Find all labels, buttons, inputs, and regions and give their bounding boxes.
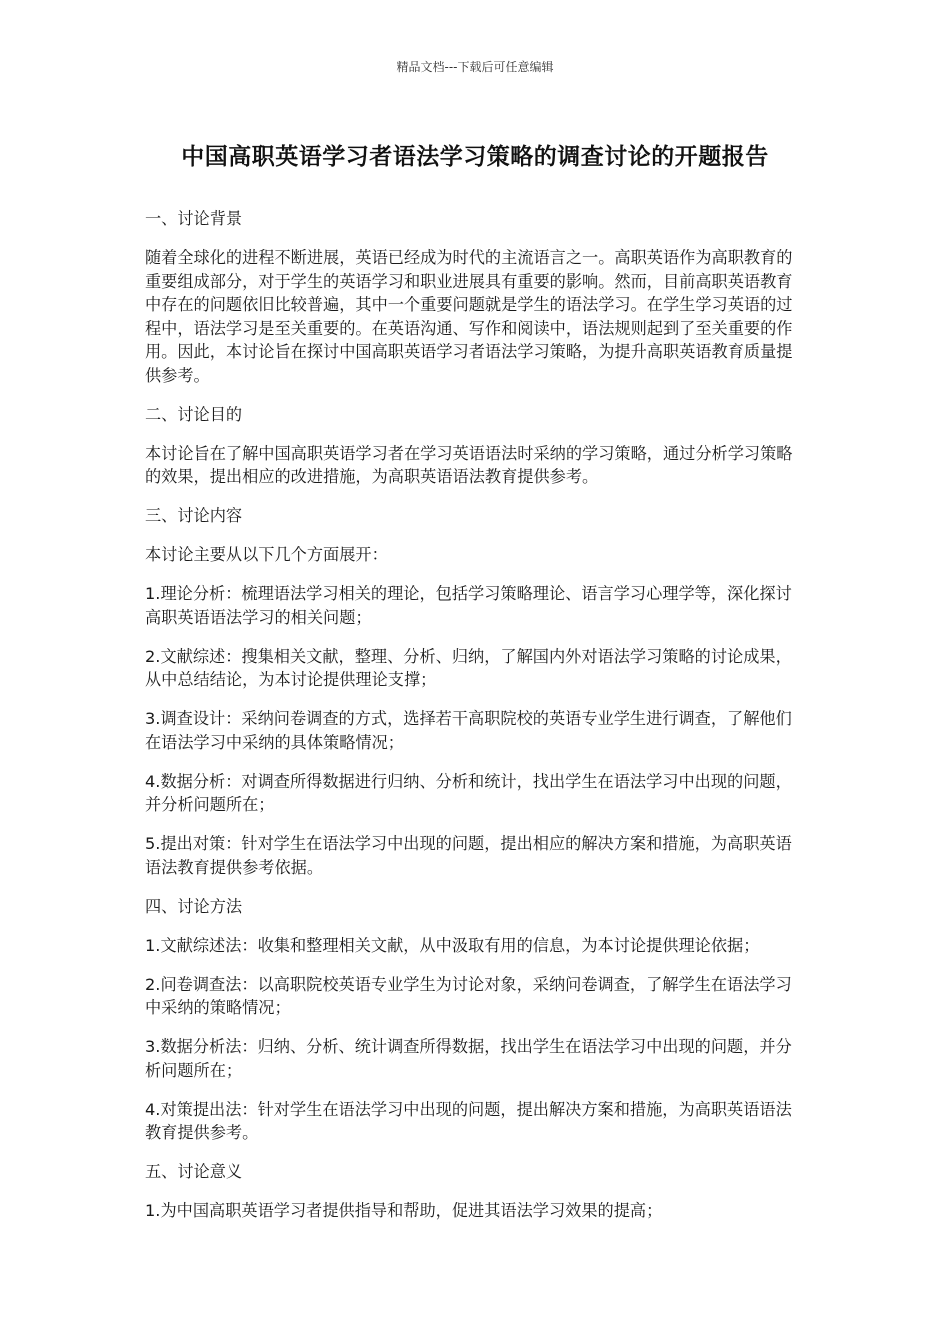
list-item-content-4: 4.数据分析：对调查所得数据进行归纳、分析和统计，找出学生在语法学习中出现的问题，并分析问题所在；	[145, 771, 792, 814]
document-body	[145, 207, 803, 1238]
paragraph-background: 随着全球化的进程不断进展，英语已经成为时代的主流语言之一。高职英语作为高职教育的重要组成部分，对于学生的英语学习和职业进展具有重要的影响。然而，目前高职英语教育中存在的问题依旧比较普遍，其中一个重要问题就是学生的语法学习。在学生学习英语的过程中，语法学习是至关重要的。在英语沟通、写作和阅读中，语法规则起到了至关重要的作用。因此，本讨论旨在探讨中国高职英语学习者语法学习策略，为提升高职英语教育质量提供参考。	[145, 248, 793, 385]
section-heading-content: 三、讨论内容	[145, 506, 243, 525]
section-heading-significance: 五、讨论意义	[145, 1162, 243, 1181]
section-heading-methods: 四、讨论方法	[145, 896, 243, 916]
list-item-method-4: 4.对策提出法：针对学生在语法学习中出现的问题，提出解决方案和措施，为高职英语语法教育提供参考。	[145, 1099, 792, 1142]
list-item-significance-1: 1.为中国高职英语学习者提供指导和帮助，促进其语法学习效果的提高；	[145, 1201, 663, 1220]
list-item-content-1: 1.理论分析：梳理语法学习相关的理论，包括学习策略理论、语言学习心理学等，深化探讨高职英语语法学习的相关问题；	[145, 584, 792, 627]
section-heading-background: 一、讨论背景	[145, 209, 243, 228]
document-title: 中国高职英语学习者语法学习策略的调查讨论的开题报告	[181, 144, 769, 170]
paragraph-purpose: 本讨论旨在了解中国高职英语学习者在学习英语语法时采纳的学习策略，通过分析学习策略的效果，提出相应的改进措施，为高职英语语法教育提供参考。	[145, 443, 793, 486]
list-item-method-3: 3.数据分析法：归纳、分析、统计调查所得数据，找出学生在语法学习中出现的问题，并分析问题所在；	[145, 1037, 792, 1080]
list-item-content-2: 2.文献综述：搜集相关文献，整理、分析、归纳，了解国内外对语法学习策略的讨论成果，从中总结结论，为本讨论提供理论支撑；	[145, 646, 792, 689]
list-item-content-5: 5.提出对策：针对学生在语法学习中出现的问题，提出相应的解决方案和措施，为高职英语语法教育提供参考依据。	[145, 834, 792, 877]
list-item-method-1: 1.文献综述法：收集和整理相关文献，从中汲取有用的信息，为本讨论提供理论依据；	[145, 935, 760, 955]
header-note: 精品文档---下载后可任意编辑	[396, 60, 554, 74]
list-item-method-2: 2.问卷调查法：以高职院校英语专业学生为讨论对象，采纳问卷调查，了解学生在语法学习中采纳的策略情况；	[145, 974, 792, 1017]
list-item-content-3: 3.调查设计：采纳问卷调查的方式，选择若干高职院校的英语专业学生进行调查，了解他们在语法学习中采纳的具体策略情况；	[145, 709, 792, 752]
paragraph-content-intro: 本讨论主要从以下几个方面展开：	[145, 545, 388, 564]
section-heading-purpose: 二、讨论目的	[145, 404, 243, 424]
